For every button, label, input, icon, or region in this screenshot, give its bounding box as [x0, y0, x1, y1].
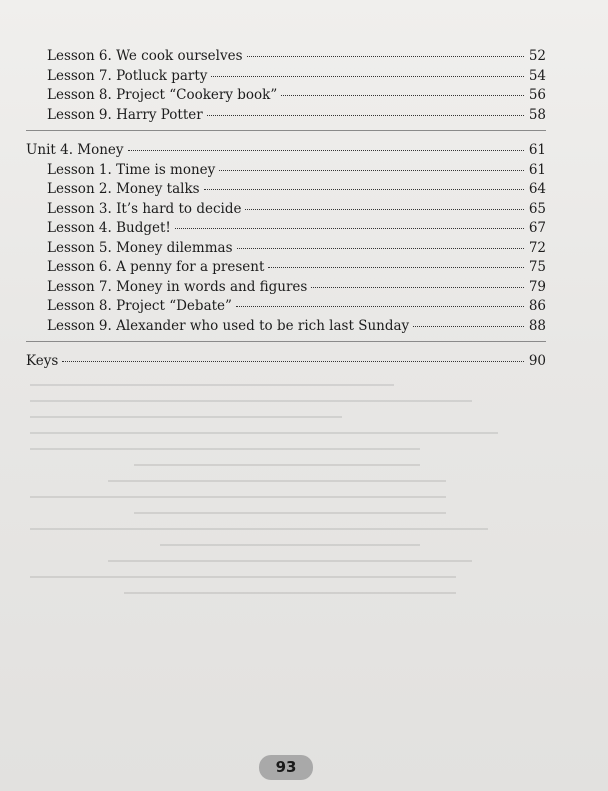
- toc-entry-page: 72: [528, 239, 546, 256]
- toc-entry-page: 65: [528, 200, 546, 217]
- toc-entry-title: Lesson 2. Money talks: [47, 181, 200, 197]
- toc-entry-title: Lesson 1. Time is money: [47, 161, 216, 178]
- dot-leader: [128, 150, 524, 151]
- toc-entry: [26, 87, 546, 107]
- toc-entry-title: Lesson 7. Money in words and figures: [47, 278, 308, 295]
- toc-keys-entry: [26, 353, 546, 373]
- keys-title: Keys: [26, 353, 59, 369]
- toc-entry-title: Lesson 4. Budget!: [47, 220, 171, 236]
- toc-entry-title: Lesson 6. A penny for a present: [47, 259, 265, 275]
- unit-title: Unit 4. Money: [26, 142, 124, 158]
- dot-leader: [219, 170, 524, 171]
- toc-entry: [26, 68, 546, 88]
- toc-entry-title: Lesson 9. Alexander who used to be rich last Sunday: [47, 317, 410, 334]
- toc-entry-title: Lesson 5. Money dilemmas: [47, 239, 233, 256]
- dot-leader: [62, 361, 524, 362]
- toc-entry-page: 58: [528, 106, 546, 123]
- toc-entry: [26, 220, 546, 240]
- dot-leader: [247, 56, 525, 57]
- dot-leader: [236, 306, 524, 307]
- toc-entry-page: 64: [528, 181, 546, 197]
- section-divider: [26, 130, 546, 142]
- show-through-text: [30, 370, 550, 750]
- dot-leader: [413, 326, 524, 327]
- table-of-contents: [26, 48, 546, 373]
- toc-entry-page: 75: [528, 259, 546, 275]
- page-number-badge: 93: [259, 755, 313, 780]
- toc-entry: [26, 48, 546, 68]
- dot-leader: [281, 95, 524, 96]
- dot-leader: [311, 287, 524, 288]
- toc-entry-page: 88: [528, 317, 546, 334]
- dot-leader: [211, 76, 524, 77]
- dot-leader: [237, 248, 525, 249]
- toc-entry: [26, 240, 546, 260]
- dot-leader: [207, 115, 524, 116]
- toc-entry-page: 61: [528, 161, 546, 178]
- toc-entry-title: Lesson 6. We cook ourselves: [47, 48, 243, 64]
- toc-entry: [26, 162, 546, 182]
- toc-entry: [26, 107, 546, 127]
- toc-entry-title: Lesson 9. Harry Potter: [47, 106, 203, 123]
- toc-entry-title: Lesson 8. Project “Debate”: [47, 298, 232, 314]
- toc-unit-heading: [26, 142, 546, 162]
- toc-entry: [26, 201, 546, 221]
- dot-leader: [175, 228, 524, 229]
- keys-page: 90: [528, 353, 546, 369]
- toc-entry-title: Lesson 7. Potluck party: [47, 67, 208, 84]
- toc-entry-page: 86: [528, 298, 546, 314]
- dot-leader: [245, 209, 524, 210]
- toc-entry: [26, 259, 546, 279]
- toc-entry: [26, 298, 546, 318]
- toc-entry-page: 67: [528, 220, 546, 236]
- section-divider: [26, 341, 546, 353]
- toc-entry: [26, 181, 546, 201]
- dot-leader: [204, 189, 524, 190]
- toc-entry-title: Lesson 8. Project “Cookery book”: [47, 87, 278, 103]
- toc-entry-page: 52: [528, 48, 546, 64]
- toc-entry: [26, 279, 546, 299]
- toc-entry-page: 56: [528, 87, 546, 103]
- toc-entry: [26, 318, 546, 338]
- toc-entry-page: 54: [528, 67, 546, 84]
- unit-page: 61: [528, 142, 546, 158]
- toc-entry-title: Lesson 3. It’s hard to decide: [47, 200, 242, 217]
- dot-leader: [268, 267, 524, 268]
- toc-entry-page: 79: [528, 278, 546, 295]
